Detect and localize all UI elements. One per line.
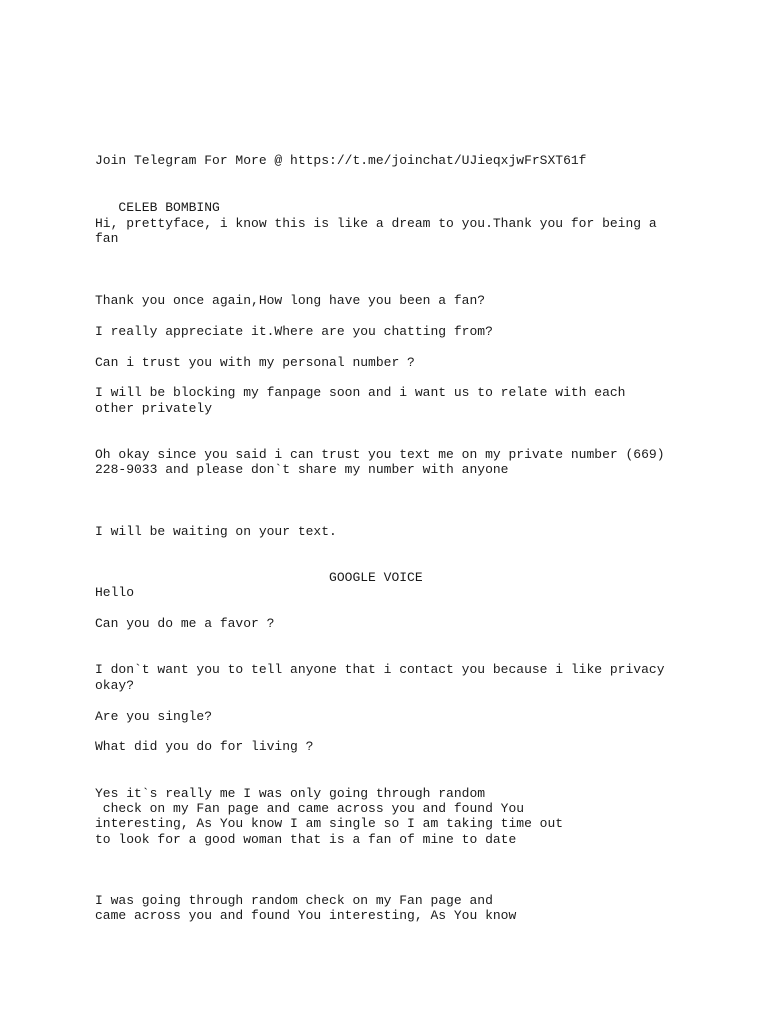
telegram-link-header: Join Telegram For More @ https://t.me/joinchat/UJieqxjwFrSXT61f bbox=[95, 153, 587, 168]
message-line: Oh okay since you said i can trust you text me on my private number (669) bbox=[95, 447, 665, 462]
message-line: to look for a good woman that is a fan of mine to date bbox=[95, 832, 517, 847]
message-line: I really appreciate it.Where are you chatting from? bbox=[95, 324, 493, 339]
message-line: I was going through random check on my Fan page and bbox=[95, 893, 493, 908]
message-line: okay? bbox=[95, 678, 135, 693]
message-line: Thank you once again,How long have you been a fan? bbox=[95, 293, 486, 308]
message-line: Hello bbox=[95, 585, 135, 600]
message-line: fan bbox=[95, 231, 119, 246]
message-line: What did you do for living ? bbox=[95, 739, 314, 754]
section-title-celeb-bombing: CELEB BOMBING bbox=[95, 200, 220, 215]
message-line: I will be blocking my fanpage soon and i want us to relate with each bbox=[95, 385, 626, 400]
message-line: 228-9033 and please don`t share my number with anyone bbox=[95, 462, 509, 477]
message-line: I will be waiting on your text. bbox=[95, 524, 337, 539]
message-line: other privately bbox=[95, 401, 213, 416]
message-line: interesting, As You know I am single so I am taking time out bbox=[95, 816, 564, 831]
message-line: Can i trust you with my personal number ? bbox=[95, 355, 415, 370]
message-line: Can you do me a favor ? bbox=[95, 616, 275, 631]
message-line: I don`t want you to tell anyone that i contact you because i like privacy bbox=[95, 662, 665, 677]
message-line: check on my Fan page and came across you and found You bbox=[95, 801, 525, 816]
message-line: Yes it`s really me I was only going through random bbox=[95, 786, 486, 801]
message-line: Are you single? bbox=[95, 709, 213, 724]
message-line: came across you and found You interesting, As You know bbox=[95, 908, 517, 923]
message-line: Hi, prettyface, i know this is like a dream to you.Thank you for being a bbox=[95, 216, 657, 231]
section-title-google-voice: GOOGLE VOICE bbox=[95, 570, 423, 585]
